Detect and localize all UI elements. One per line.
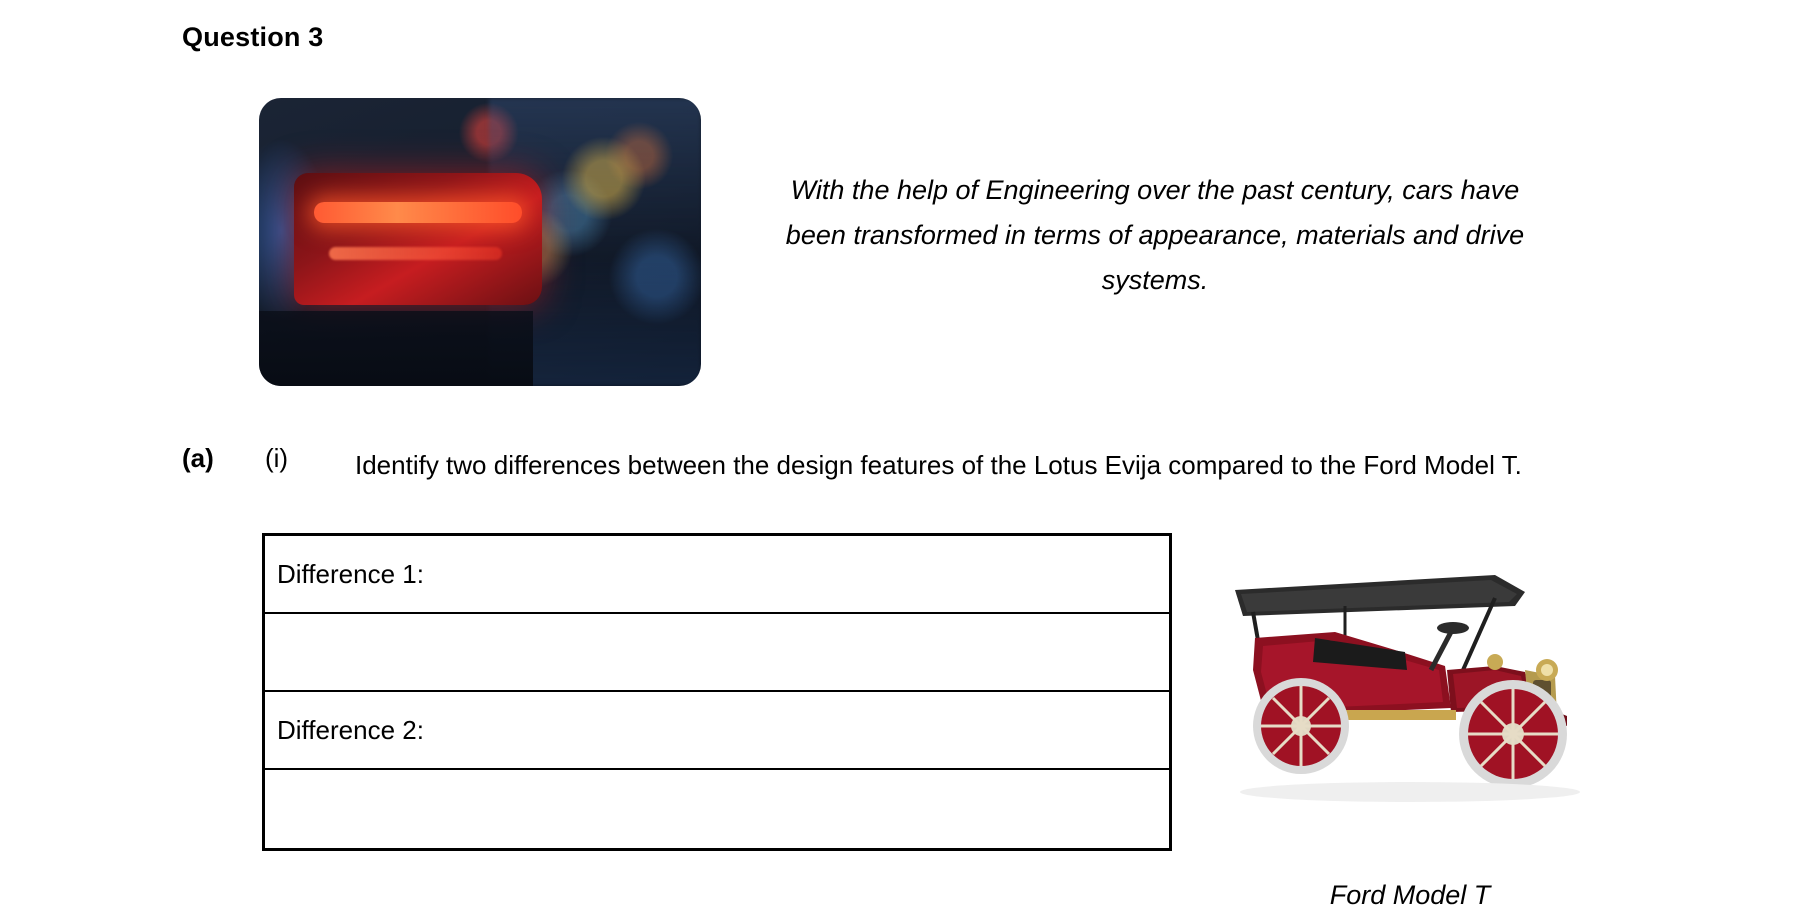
question-text: Identify two differences between the design features of the Lotus Evija compared to the Ford Model T. (355, 450, 1522, 480)
car-body-shadow (259, 311, 533, 386)
model-t-illustration (1195, 520, 1625, 820)
part-label: (a) (182, 443, 214, 473)
sub-part-label: (i) (265, 443, 289, 473)
page-title: Question 3 (182, 22, 324, 52)
intro-statement: With the help of Engineering over the past century, cars have been transformed in terms of appearance, materials and drive systems. (785, 175, 1525, 295)
image-caption: Ford Model T (1329, 880, 1491, 910)
table-row[interactable] (265, 770, 1169, 848)
row-label: Difference 1: (277, 558, 424, 589)
ford-model-t-image (1195, 520, 1625, 820)
row-label: Difference 2: (277, 714, 424, 745)
car-taillight-image (259, 98, 701, 386)
taillight-lamp (294, 173, 542, 305)
table-row[interactable] (265, 692, 1169, 770)
table-row[interactable] (265, 614, 1169, 692)
answer-table (262, 533, 1172, 851)
table-row[interactable] (265, 536, 1169, 614)
